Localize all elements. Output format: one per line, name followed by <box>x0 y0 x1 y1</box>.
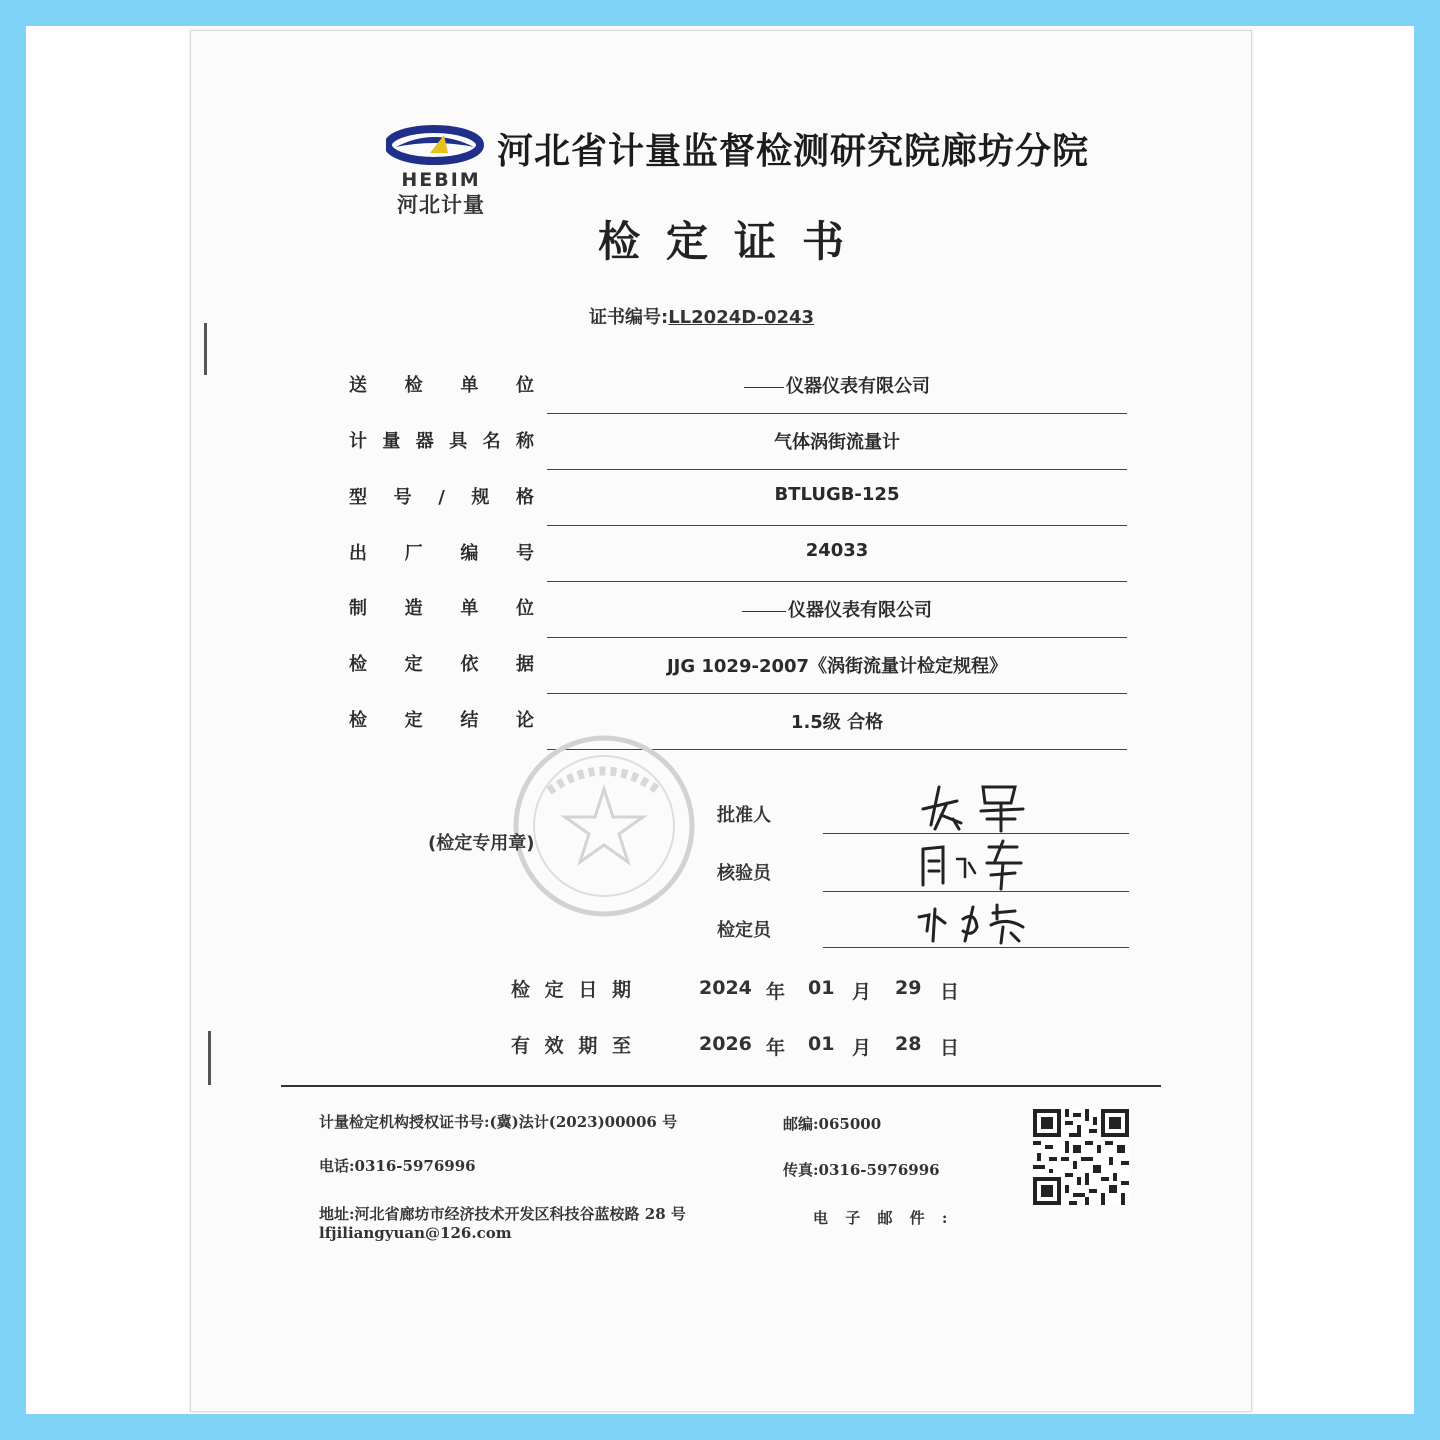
year-unit: 年 <box>766 1037 786 1059</box>
binding-mark-top <box>204 323 207 375</box>
field-label-manufacturer: 制造单位 <box>349 598 534 619</box>
month-unit: 月 <box>852 1037 872 1059</box>
document-title: 检定证书 <box>597 217 870 266</box>
month-unit: 月 <box>852 981 872 1003</box>
email-label: 电 子 邮 件 : <box>813 1209 954 1227</box>
field-underline <box>547 581 1127 582</box>
field-underline <box>547 413 1127 414</box>
fax-label: 传真: <box>783 1161 819 1179</box>
authorization-value: (冀)法计(2023)00006 号 <box>489 1113 678 1131</box>
address-label: 地址: <box>319 1205 355 1223</box>
postcode-info <box>783 1113 881 1134</box>
field-value-conclusion: 1.5级 合格 <box>790 712 884 733</box>
day-unit: 日 <box>940 1037 960 1059</box>
stamp-label: (检定专用章) <box>428 833 535 854</box>
certificate-number-label: 证书编号: <box>589 307 669 328</box>
authorization-label: 计量检定机构授权证书号: <box>319 1113 490 1131</box>
valid-until-label: 有效期至 <box>511 1035 631 1057</box>
field-value-serial: 24033 <box>805 540 869 561</box>
verification-day: 29 <box>895 977 922 999</box>
postcode-value: 065000 <box>818 1115 882 1133</box>
qr-code-icon <box>1033 1109 1129 1205</box>
email-value: lfjiliangyuan@126.com <box>319 1224 512 1242</box>
field-label-instrument-name: 计量器具名称 <box>349 431 534 452</box>
checker-signature-line <box>823 891 1129 892</box>
certificate-number-value: LL2024D-0243 <box>668 307 815 328</box>
field-value-instrument-name: 气体涡街流量计 <box>774 432 900 453</box>
field-label-basis: 检定依据 <box>349 654 534 675</box>
valid-until-day: 28 <box>895 1033 922 1055</box>
year-unit: 年 <box>766 981 786 1003</box>
fax-info <box>783 1159 940 1180</box>
logo-latin-text: HEBIM <box>401 169 481 191</box>
valid-until-year: 2026 <box>699 1033 752 1055</box>
verifier-label: 检定员 <box>717 920 771 941</box>
verifier-signature-icon <box>915 897 1031 947</box>
checker-label: 核验员 <box>717 863 771 884</box>
fax-value: 0316-5976996 <box>818 1161 940 1179</box>
field-underline <box>547 693 1127 694</box>
verification-seal-icon <box>509 731 699 921</box>
field-label-conclusion: 检定结论 <box>349 710 534 731</box>
hebim-logo-icon <box>386 123 486 167</box>
checker-signature-icon <box>917 837 1029 891</box>
field-label-submitter: 送检单位 <box>349 375 534 396</box>
verifier-signature-line <box>823 947 1129 948</box>
approver-signature-icon <box>917 779 1029 833</box>
field-label-model: 型号/规格 <box>349 487 534 508</box>
authorization-info <box>319 1111 677 1132</box>
field-label-serial: 出厂编号 <box>349 543 534 564</box>
address-info <box>319 1203 686 1224</box>
address-value: 河北省廊坊市经济技术开发区科技谷蓝桉路 28 号 <box>354 1205 686 1223</box>
approver-signature-line <box>823 833 1129 834</box>
phone-label: 电话: <box>319 1157 355 1175</box>
phone-value: 0316-5976996 <box>354 1157 476 1175</box>
verification-date-label: 检定日期 <box>511 979 631 1001</box>
field-value-basis: JJG 1029-2007《涡街流量计检定规程》 <box>666 656 1008 677</box>
logo-chinese-text: 河北计量 <box>397 193 485 217</box>
verification-month: 01 <box>808 977 835 999</box>
certificate-sheet <box>190 30 1252 1412</box>
institution-name: 河北省计量监督检测研究院廊坊分院 <box>497 131 1090 172</box>
verification-year: 2024 <box>699 977 752 999</box>
field-value-submitter <box>547 372 1127 398</box>
submitter-name: 仪器仪表有限公司 <box>786 376 930 397</box>
manufacturer-name: 仪器仪表有限公司 <box>788 600 932 621</box>
approver-label: 批准人 <box>717 805 771 826</box>
field-value-model: BTLUGB-125 <box>774 484 900 505</box>
phone-info <box>319 1155 476 1176</box>
field-underline <box>547 469 1127 470</box>
day-unit: 日 <box>940 981 960 1003</box>
certificate-number <box>589 303 814 329</box>
footer-divider <box>281 1085 1161 1087</box>
binding-mark-bottom <box>208 1031 211 1085</box>
field-value-manufacturer <box>547 596 1127 622</box>
field-underline <box>547 525 1127 526</box>
valid-until-month: 01 <box>808 1033 835 1055</box>
postcode-label: 邮编: <box>783 1115 819 1133</box>
field-underline <box>547 637 1127 638</box>
